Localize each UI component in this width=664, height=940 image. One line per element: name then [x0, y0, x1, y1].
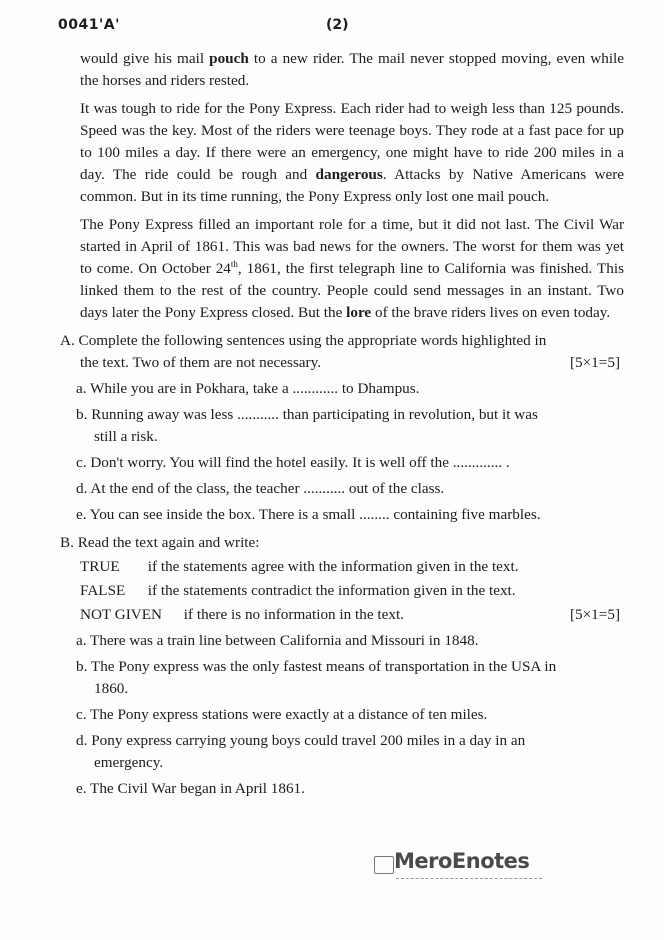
section-b-item-e: e. The Civil War began in April 1861. [76, 780, 305, 797]
passage-paragraph-3 [60, 214, 624, 324]
term-not-given-desc: if there is no information in the text. [183, 606, 404, 623]
section-b-heading: B. Read the text again and write: [60, 534, 260, 551]
passage-paragraph-2 [60, 98, 624, 208]
section-a-item-d: d. At the end of the class, the teacher ........... out of the class. [76, 480, 445, 497]
section-a-title-line2 [60, 352, 624, 374]
term-not-given: NOT GIVEN [80, 606, 162, 623]
definition-true [60, 556, 624, 578]
section-b-marks: [5×1=5] [569, 606, 620, 623]
para1-text-c: to a new rider. The mail never stopped moving, even while the horses and riders rested. [80, 50, 624, 89]
definition-not-given [60, 604, 624, 626]
section-b-item-b-line1: b. The Pony express was the only fastest means of transportation in the USA in [76, 658, 557, 675]
section-a-item-b [60, 404, 624, 448]
page-header [58, 14, 618, 38]
section-a-marks: [5×1=5] [569, 354, 620, 371]
book-icon [374, 856, 394, 874]
para1-text-a: would give his mail [80, 50, 210, 67]
para3-text-d: of the brave riders lives on even today. [371, 304, 611, 321]
term-false-desc: if the statements contradict the information given in the text. [147, 582, 516, 599]
paper-code: 0041'A' [58, 17, 120, 33]
section-a-item-c: c. Don't worry. You will find the hotel easily. It is well off the ............. . [76, 454, 510, 471]
section-a-item-b-line1: b. Running away was less ........... than participating in revolution, but it was [76, 406, 538, 423]
section-a-heading [60, 330, 624, 374]
page-number: (2) [326, 17, 349, 33]
highlight-lore: lore [346, 304, 372, 321]
term-true: TRUE [80, 558, 120, 575]
para2-text-c: . Attacks by Native Americans were common. But in its time running, the Pony Express only lost one mail pouch. [80, 166, 624, 205]
term-false: FALSE [80, 582, 126, 599]
section-b-item-d [60, 730, 624, 774]
section-b-item-b [60, 656, 624, 700]
passage-paragraph-1 [60, 48, 624, 92]
section-b-item-b-line2: 1860. [94, 680, 129, 697]
section-a-title: A. Complete the following sentences using the appropriate words highlighted in [60, 332, 547, 349]
watermark-logo [374, 848, 544, 888]
highlight-dangerous: dangerous [315, 166, 383, 183]
section-b-item-a: a. There was a train line between California and Missouri in 1848. [76, 632, 479, 649]
ordinal-suffix: th [230, 258, 238, 269]
section-a-item-a: a. While you are in Pokhara, take a ............ to Dhampus. [76, 380, 420, 397]
section-a-item-e: e. You can see inside the box. There is a small ........ containing five marbles. [76, 506, 541, 523]
watermark-text: MeroEnotes [394, 849, 530, 873]
section-b-item-c: c. The Pony express stations were exactly at a distance of ten miles. [76, 706, 488, 723]
para3-text-b: , 1861, the first telegraph line to California was finished. This linked them to the rest of the country. People could send messages in an instant. Two days later the Pony Express closed. But the [80, 260, 624, 321]
section-b-item-d-line2: emergency. [94, 754, 164, 771]
para3-text-a: The Pony Express filled an important role for a time, but it did not last. The Civil War started in April of 1861. This was bad news for the owners. The worst for them was yet to come. On October 24 [80, 216, 624, 277]
page-body [60, 48, 624, 800]
section-b-item-d-line1: d. Pony express carrying young boys could travel 200 miles in a day in an [76, 732, 526, 749]
definition-false [60, 580, 624, 602]
section-a-instruction: the text. Two of them are not necessary. [80, 354, 322, 371]
section-a-item-b-line2: still a risk. [94, 428, 158, 445]
term-true-desc: if the statements agree with the information given in the text. [147, 558, 519, 575]
highlight-pouch: pouch [209, 50, 249, 67]
para2-text-a: It was tough to ride for the Pony Express. Each rider had to weigh less than 125 pounds. Speed was the key. Most of the riders were teenage boys. They rode at a fast pace for up to 100 miles a day. If there were an emergency, one might have to ride 200 miles in a day. The ride could be rough and [80, 100, 624, 183]
watermark-underline [396, 878, 542, 883]
